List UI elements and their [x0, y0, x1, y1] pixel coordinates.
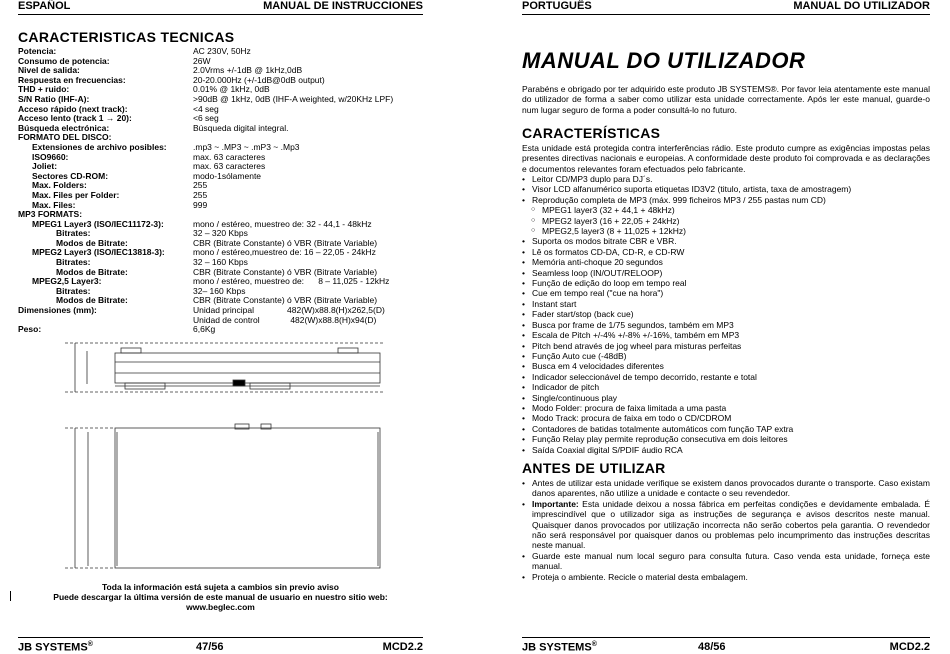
- spec-label: S/N Ratio (IHF-A):: [18, 93, 90, 104]
- section-title-before-use: ANTES DE UTILIZAR: [522, 460, 666, 476]
- spec-label: Max. Files per Folder:: [32, 189, 120, 200]
- spec-value: .mp3 ~ .MP3 ~ .mP3 ~ .Mp3: [193, 141, 300, 152]
- spec-label: MPEG1 Layer3 (ISO/IEC11172-3):: [32, 218, 164, 229]
- list-item: • Escala de Pitch +/-4% +/-8% +/-16%, também em MP3: [522, 330, 930, 340]
- spec-value: 32 – 160 Kbps: [193, 257, 248, 268]
- spec-label: THD + ruido:: [18, 84, 70, 95]
- spec-value: Búsqueda digital integral.: [193, 122, 289, 133]
- spec-value: 2.0Vrms +/-1dB @ 1kHz,0dB: [193, 65, 303, 76]
- margin-bar: [10, 591, 11, 601]
- list-item: • Saída Coaxial digital S/PDIF áudio RCA: [522, 445, 930, 455]
- top-view-drawing: [65, 424, 380, 568]
- list-item: • Indicador seleccionável de tempo decorrido, restante e total: [522, 372, 930, 382]
- spec-value: 26W: [193, 55, 211, 66]
- list-item: • Single/continuous play: [522, 393, 930, 403]
- spec-label: FORMATO DEL DISCO:: [18, 132, 112, 143]
- list-item: • Visor LCD alfanumérico suporta etiquetas ID3V2 (titulo, artista, taxa de amostragem): [522, 184, 930, 194]
- list-item: • Instant start: [522, 299, 930, 309]
- spec-label: Búsqueda electrónica:: [18, 122, 110, 133]
- spec-value: mono / estéreo, muestreo de: 8 – 11,025 - 12kHz: [193, 276, 390, 287]
- item-text: Guarde este manual num local seguro para consulta futura. Caso venda esta unidade, forneça este manual.: [532, 550, 930, 572]
- item-text: Antes de utilizar esta unidade verifique se existem danos provocados durante o transporte. Caso existam danos aparentes, não utilize a unidade e contacte o seu revendedor.: [532, 478, 930, 499]
- spec-label: Modos de Bitrate:: [56, 295, 128, 306]
- footer-page-number: 47/56: [196, 641, 224, 653]
- section-title-specs: CARACTERISTICAS TECNICAS: [18, 29, 235, 45]
- header-manual-title: MANUAL DE INSTRUCCIONES: [263, 0, 423, 12]
- header-language: ESPAÑOL: [18, 0, 71, 12]
- spec-label: Modos de Bitrate:: [56, 237, 128, 248]
- list-item: • Pitch bend através de jog wheel para misturas perfeitas: [522, 341, 930, 351]
- header-language: PORTUGUÊS: [522, 0, 592, 12]
- item-text: Proteja o ambiente. Recicle o material desta embalagem.: [532, 571, 748, 582]
- spec-value: 20-20.000Hz (+/-1dB@0dB output): [193, 74, 325, 85]
- spec-label: Bitrates:: [56, 257, 91, 268]
- spec-row: [18, 316, 438, 326]
- footer-brand: JB SYSTEMS®: [18, 641, 93, 654]
- spec-label: Potencia:: [18, 46, 57, 56]
- spec-label: Bitrates:: [56, 285, 91, 296]
- list-item: • Cue em tempo real ("cue na hora"): [522, 288, 930, 298]
- list-item: [522, 572, 930, 582]
- spec-label: Max. Folders:: [32, 180, 87, 191]
- spec-label: Acceso rápido (next track):: [18, 103, 128, 114]
- list-item: • Memória anti-choque 20 segundos: [522, 257, 930, 267]
- spec-value: mono / estéreo, muestreo de: 32 - 44,1 - 48kHz: [193, 218, 372, 229]
- spec-label: Acceso lento (track 1 → 20):: [18, 113, 132, 124]
- spec-label: Peso:: [18, 324, 42, 335]
- spec-value: AC 230V, 50Hz: [193, 46, 251, 56]
- spec-label: Max. Files:: [32, 199, 76, 210]
- spec-label: ISO9660:: [32, 151, 69, 162]
- spec-label: Consumo de potencia:: [18, 55, 110, 66]
- list-item: • Função de edição do loop em tempo real: [522, 278, 930, 288]
- dimension-drawing: [55, 340, 385, 585]
- spec-value: <4 seg: [193, 103, 219, 114]
- list-item: • Reprodução completa de MP3 (máx. 999 ficheiros MP3 / 255 pastas num CD): [522, 195, 930, 205]
- manual-title: MANUAL DO UTILIZADOR: [522, 48, 806, 73]
- spec-value: CBR (Bitrate Constante) ó VBR (Bitrate Variable): [193, 295, 378, 306]
- list-item: • Contadores de batidas totalmente automáticos com função TAP extra: [522, 424, 930, 434]
- list-item: • Função Auto cue (-48dB): [522, 351, 930, 361]
- spec-value: Unidad de control 482(W)x88.8(H)x94(D): [193, 314, 377, 325]
- item-emphasis: Importante:: [532, 498, 579, 509]
- section-title-features: CARACTERÍSTICAS: [522, 125, 661, 141]
- spec-label: Joliet:: [32, 161, 58, 172]
- spec-value: max. 63 caracteres: [193, 161, 266, 172]
- list-item: [522, 499, 930, 551]
- list-item: • Fader start/stop (back cue): [522, 309, 930, 319]
- spec-label: MPEG2 Layer3 (ISO/IEC13818-3):: [32, 247, 165, 258]
- spec-label: MP3 FORMATS:: [18, 209, 83, 220]
- page-header: [18, 0, 423, 15]
- spec-value: 32 – 320 Kbps: [193, 228, 248, 239]
- spec-value: 255: [193, 189, 208, 200]
- list-item: • Lê os formatos CD-DA, CD-R, e CD-RW: [522, 247, 930, 257]
- spec-label: Sectores CD-ROM:: [32, 170, 109, 181]
- footer-model: MCD2.2: [382, 641, 423, 653]
- list-item: ○ MPEG2 layer3 (16 + 22,05 + 24kHz): [522, 216, 930, 226]
- list-item: • Suporta os modos bitrate CBR e VBR.: [522, 236, 930, 246]
- list-item: • Modo Folder: procura de faixa limitada a uma pasta: [522, 403, 930, 413]
- footer-page-number: 48/56: [698, 641, 726, 653]
- spec-value: 999: [193, 199, 208, 210]
- before-use-list: [522, 478, 930, 582]
- page-footer: [522, 637, 930, 654]
- spec-value: max. 63 caracteres: [193, 151, 266, 162]
- spec-label: Nivel de salida:: [18, 65, 80, 76]
- list-item: • Busca por frame de 1/75 segundos, também em MP3: [522, 320, 930, 330]
- list-item: ○ MPEG2,5 layer3 (8 + 11,025 + 12kHz): [522, 226, 930, 236]
- item-text: Esta unidade deixou a nossa fábrica em perfeitas condições e devidamente embalada. É imprescindível que o utilizador siga as instruções de segurança e avisos descritos neste manual. Quaisquer danos provocados por utilização incorrecta não serão cobertos pela garantia. O revendedor não será responsável por quaisquer danos ou problemas pelo incumprimento das instruções descritas neste manual.: [532, 498, 930, 551]
- notice-line-1: Toda la información está sujeta a cambios sin previo aviso: [102, 582, 339, 592]
- specs-table: [18, 47, 438, 335]
- spec-value: CBR (Bitrate Constante) ó VBR (Bitrate Variable): [193, 266, 378, 277]
- spec-value: 0.01% @ 1kHz, 0dB: [193, 84, 270, 95]
- list-item: • Indicador de pitch: [522, 382, 930, 392]
- features-intro: Esta unidade está protegida contra interferências rádio. Este produto cumpre as exigências impostas pelas presentes directivas nacionais e europeias. A conformidade deste produto foi comprovada e as declarações e documentos relevantes foram efectuados pelo fabricante.: [522, 143, 930, 174]
- front-view-drawing: [65, 343, 385, 392]
- spec-label: Extensiones de archivo posibles:: [32, 141, 167, 152]
- list-item: • Modo Track: procura de faixa em todo o CD/CDROM: [522, 413, 930, 423]
- spec-value: 255: [193, 180, 208, 191]
- list-item: [522, 478, 930, 499]
- intro-paragraph: Parabéns e obrigado por ter adquirido este produto JB SYSTEMS®. Por favor leia atentamente este manual do utilizador de forma a saber como utilizar esta unidade correctamente. Após ler este manual, guarde-o num lugar seguro de forma a poder consultá-lo no futuro.: [522, 84, 930, 115]
- features-list: [522, 174, 930, 455]
- footer-brand: JB SYSTEMS®: [522, 641, 597, 654]
- spec-label: MPEG2,5 Layer3:: [32, 276, 102, 287]
- spec-value: <6 seg: [193, 113, 219, 124]
- spec-value: modo-1sólamente: [193, 170, 262, 181]
- list-item: • Função Relay play permite reprodução consecutiva em dois leitores: [522, 434, 930, 444]
- footer-model: MCD2.2: [889, 641, 930, 653]
- page-header: [522, 0, 930, 15]
- list-item: ○ MPEG1 layer3 (32 + 44,1 + 48kHz): [522, 205, 930, 215]
- spec-label: Modos de Bitrate:: [56, 266, 128, 277]
- list-item: [522, 551, 930, 572]
- notice-line-2: Puede descargar la última versión de este manual de usuario en nuestro sitio web: www.beglec.com: [53, 592, 388, 612]
- spec-value: mono / estéreo,muestreo de: 16 – 22,05 - 24kHz: [193, 247, 376, 258]
- spec-label: Bitrates:: [56, 228, 91, 239]
- spec-value: 6,6Kg: [193, 324, 216, 335]
- spec-value: CBR (Bitrate Constante) ó VBR (Bitrate Variable): [193, 237, 378, 248]
- spec-label: Respuesta en frecuencias:: [18, 74, 126, 85]
- header-manual-title: MANUAL DO UTILIZADOR: [793, 0, 930, 12]
- list-item: • Leitor CD/MP3 duplo para DJ´s.: [522, 174, 930, 184]
- spec-value: 32– 160 Kbps: [193, 285, 246, 296]
- spec-label: Dimensiones (mm):: [18, 305, 97, 316]
- list-item: • Busca em 4 velocidades diferentes: [522, 361, 930, 371]
- spec-row: [18, 191, 438, 201]
- page-footer: [18, 637, 423, 654]
- spec-row: [18, 325, 438, 335]
- list-item: • Seamless loop (IN/OUT/RELOOP): [522, 268, 930, 278]
- spec-value: >90dB @ 1kHz, 0dB (IHF-A weighted, w/20KHz LPF): [193, 93, 394, 104]
- spec-value: Unidad principal 482(W)x88.8(H)x262,5(D): [193, 305, 385, 316]
